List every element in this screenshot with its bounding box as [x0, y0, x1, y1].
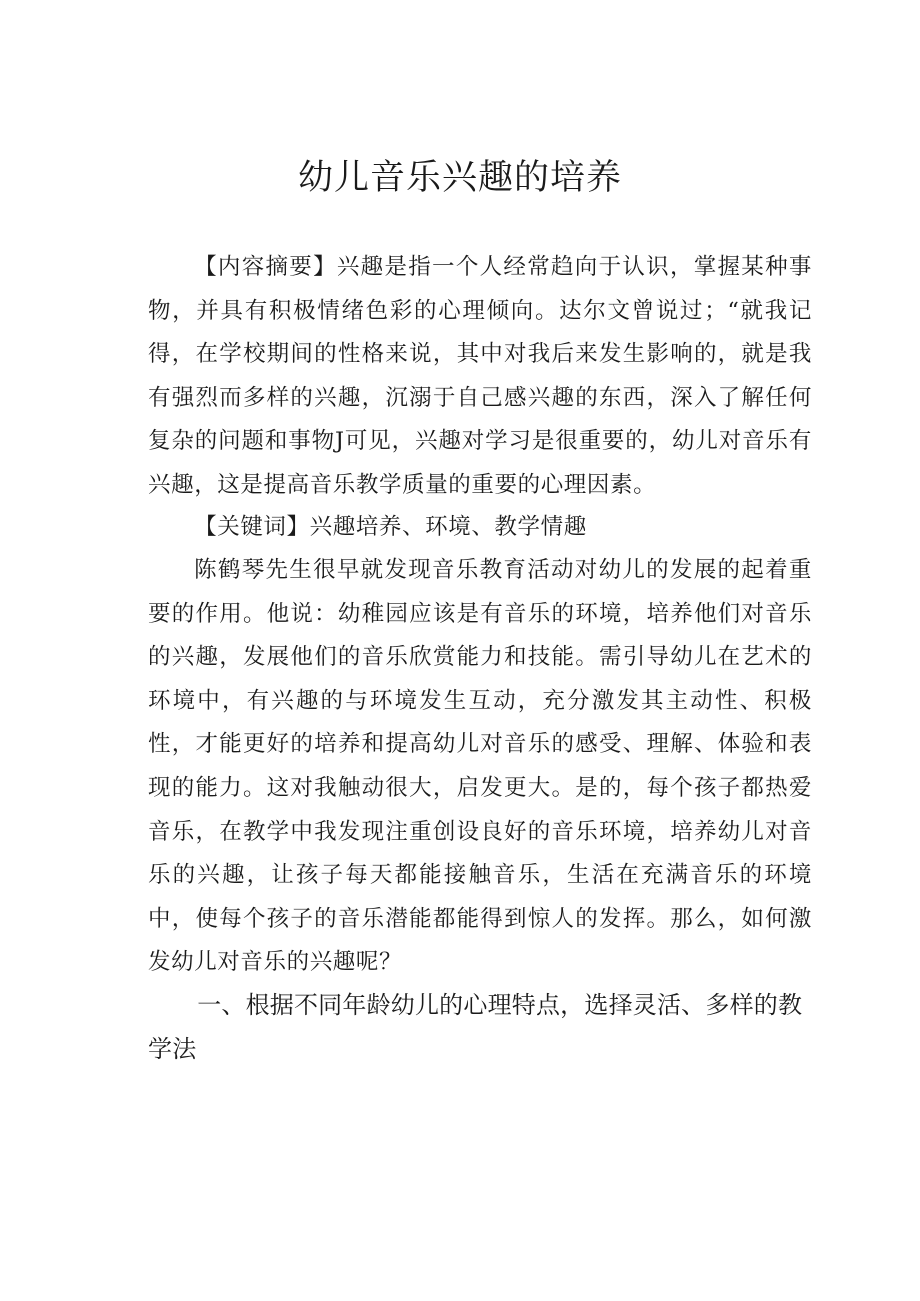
abstract-paragraph: 【内容摘要】兴趣是指一个人经常趋向于认识，掌握某种事物，并具有积极情绪色彩的心理倾向。达尔文曾说过；“就我记得，在学校期间的性格来说，其中对我后来发生影响的，就是我有强烈而多样的兴趣，沉溺于自己感兴趣的东西，深入了解任何复杂的问题和事物J可见，兴趣对学习是很重要的，幼儿对音乐有兴趣，这是提高音乐教学质量的重要的心理因素。	[148, 254, 812, 498]
section-heading: 一、根据不同年龄幼儿的心理特点，选择灵活、多样的教学法	[148, 991, 803, 1063]
document-title: 幼儿音乐兴趣的培养	[297, 158, 622, 198]
body-paragraph: 陈鹤琴先生很早就发现音乐教育活动对幼儿的发展的起着重要的作用。他说：幼稚园应该是有音乐的环境，培养他们对音乐的兴趣，发展他们的音乐欣赏能力和技能。需引导幼儿在艺术的环境中，有兴趣的与环境发生互动，充分激发其主动性、积极性，才能更好的培养和提高幼儿对音乐的感受、理解、体验和表现的能力。这对我触动很大，启发更大。是的，每个孩子都热爱音乐，在教学中我发现注重创设良好的音乐环境，培养幼儿对音乐的兴趣，让孩子每天都能接触音乐，生活在充满音乐的环境中，使每个孩子的音乐潜能都能得到惊人的发挥。那么，如何激发幼儿对音乐的兴趣呢？	[148, 557, 812, 976]
keywords-line: 【关键词】兴趣培养、环境、教学情趣	[194, 514, 587, 540]
